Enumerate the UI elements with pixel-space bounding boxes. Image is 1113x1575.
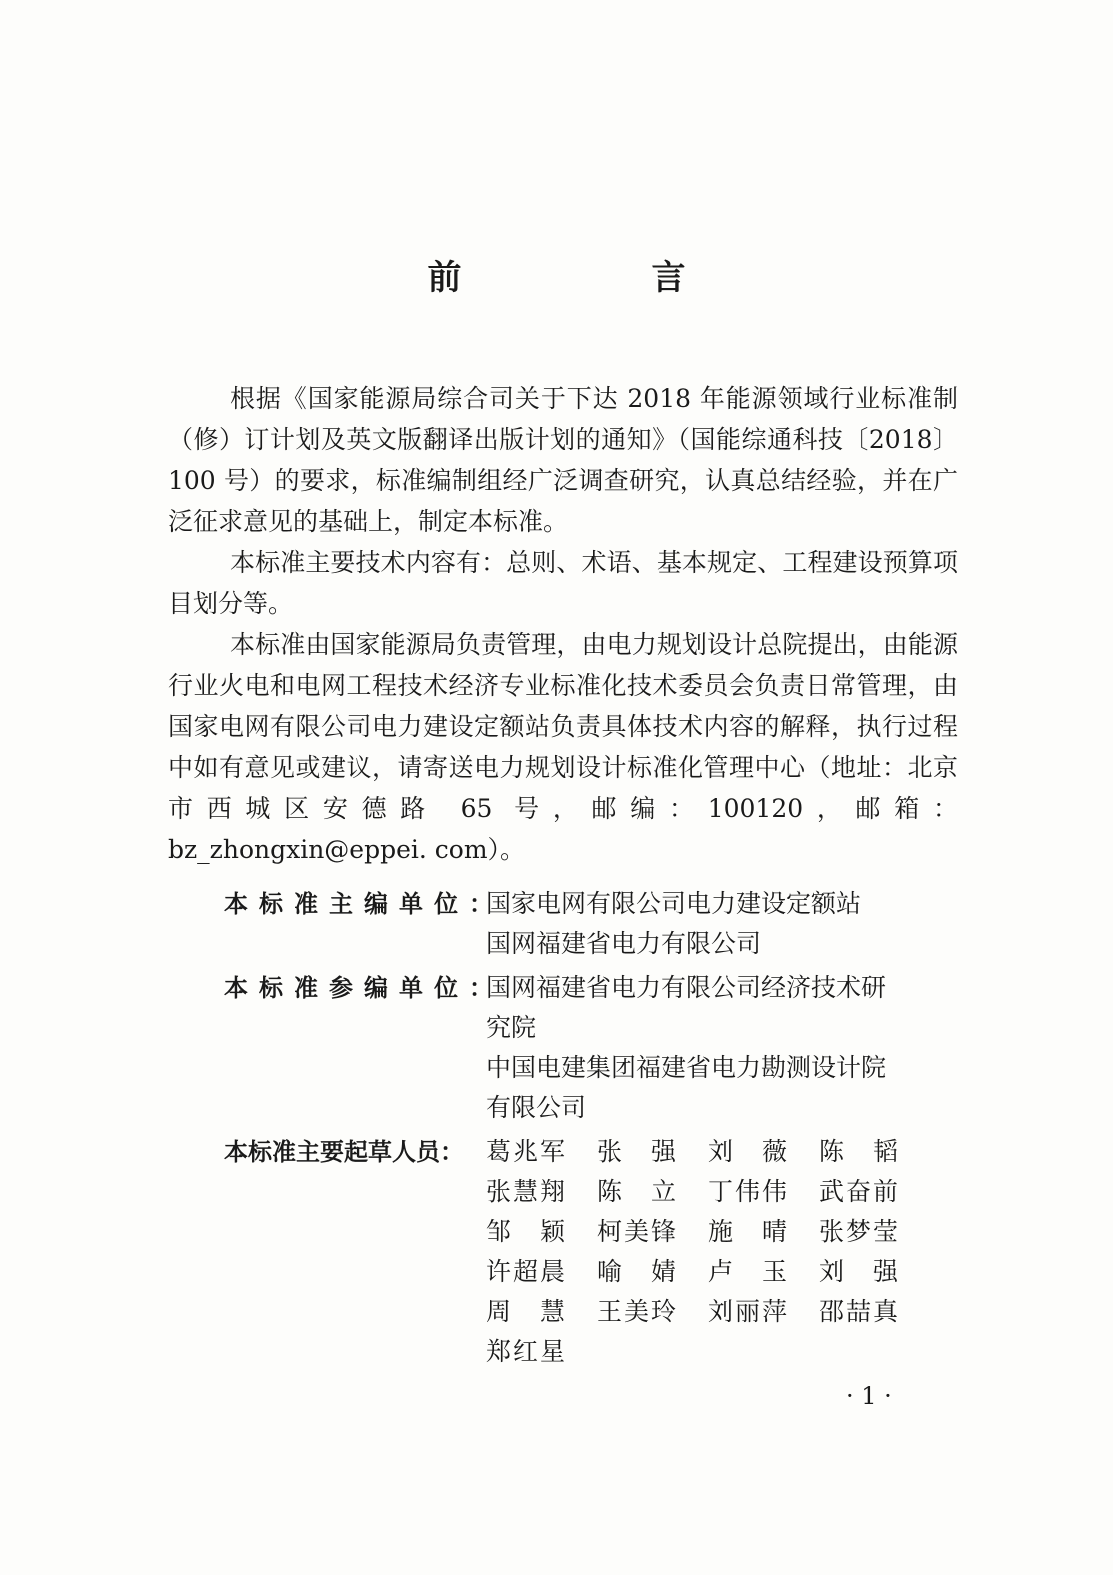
drafter-name: 邹 颖 xyxy=(486,1217,568,1246)
drafter-name: 喻 婧 xyxy=(597,1257,679,1286)
drafter-name: 丁伟伟 xyxy=(708,1177,790,1206)
chief-units-label: 本标准主编单位： xyxy=(224,890,504,918)
chief-unit-line: 国家电网有限公司电力建设定额站 xyxy=(486,889,862,918)
drafters-grid xyxy=(486,1132,930,1372)
chief-unit-line: 国网福建省电力有限公司 xyxy=(486,929,762,958)
chief-units-block xyxy=(224,884,930,964)
drafter-name: 葛兆军 xyxy=(486,1137,568,1166)
drafter-name: 刘 薇 xyxy=(708,1137,790,1166)
paragraph-management: 本标准由国家能源局负责管理，由电力规划设计总院提出，由能源行业火电和电网工程技术经济专业标准化技术委员会负责日常管理，由国家电网有限公司电力建设定额站负责具体技术内容的解释，执行过程中如有意见或建议，请寄送电力规划设计标准化管理中心（地址：北京市西城区安德路 65 号，邮编：100120，邮箱：bz_zhongxin@eppei. com）。 xyxy=(168,630,958,864)
drafter-name: 陈 韬 xyxy=(819,1137,901,1166)
chief-units-list xyxy=(486,884,861,964)
preface-body xyxy=(168,378,958,870)
drafter-name: 柯美锋 xyxy=(597,1217,679,1246)
drafter-name: 邵喆真 xyxy=(819,1297,901,1326)
drafter-name: 卢 玉 xyxy=(708,1257,790,1286)
paragraph-basis: 根据《国家能源局综合司关于下达 2018 年能源领域行业标准制（修）订计划及英文版翻译出版计划的通知》（国能综通科技〔2018〕100 号）的要求，标准编制组经广泛调查研究，认真总结经验，并在广泛征求意见的基础上，制定本标准。 xyxy=(168,384,958,536)
drafter-name: 刘丽萍 xyxy=(708,1297,790,1326)
participating-units-block xyxy=(224,968,930,1128)
drafter-name: 周 慧 xyxy=(486,1297,568,1326)
drafter-name: 武奋前 xyxy=(819,1177,901,1206)
participating-unit-line: 国网福建省电力有限公司经济技术研 xyxy=(486,973,887,1002)
drafter-name: 王美玲 xyxy=(597,1297,679,1326)
drafters-block xyxy=(224,1132,930,1372)
drafter-name: 陈 立 xyxy=(597,1177,679,1206)
drafters-label: 本标准主要起草人员： xyxy=(224,1138,464,1166)
participating-units-label: 本标准参编单位： xyxy=(224,974,504,1002)
participating-units-list xyxy=(486,968,886,1128)
participating-unit-line: 有限公司 xyxy=(486,1093,587,1122)
drafter-name: 张慧翔 xyxy=(486,1177,568,1206)
drafter-name: 许超晨 xyxy=(486,1257,568,1286)
drafter-name: 刘 强 xyxy=(819,1257,901,1286)
participating-unit-line: 中国电建集团福建省电力勘测设计院 xyxy=(486,1053,887,1082)
participating-unit-line: 究院 xyxy=(486,1013,537,1042)
drafter-name: 施 晴 xyxy=(708,1217,790,1246)
page-title: 前 言 xyxy=(427,258,764,298)
drafter-name: 郑红星 xyxy=(486,1337,568,1366)
paragraph-content: 本标准主要技术内容有：总则、术语、基本规定、工程建设预算项目划分等。 xyxy=(168,548,958,618)
credits-section xyxy=(224,884,930,1376)
drafter-name: 张梦莹 xyxy=(819,1217,901,1246)
drafter-name: 张 强 xyxy=(597,1137,679,1166)
page-number: · 1 · xyxy=(846,1382,892,1410)
